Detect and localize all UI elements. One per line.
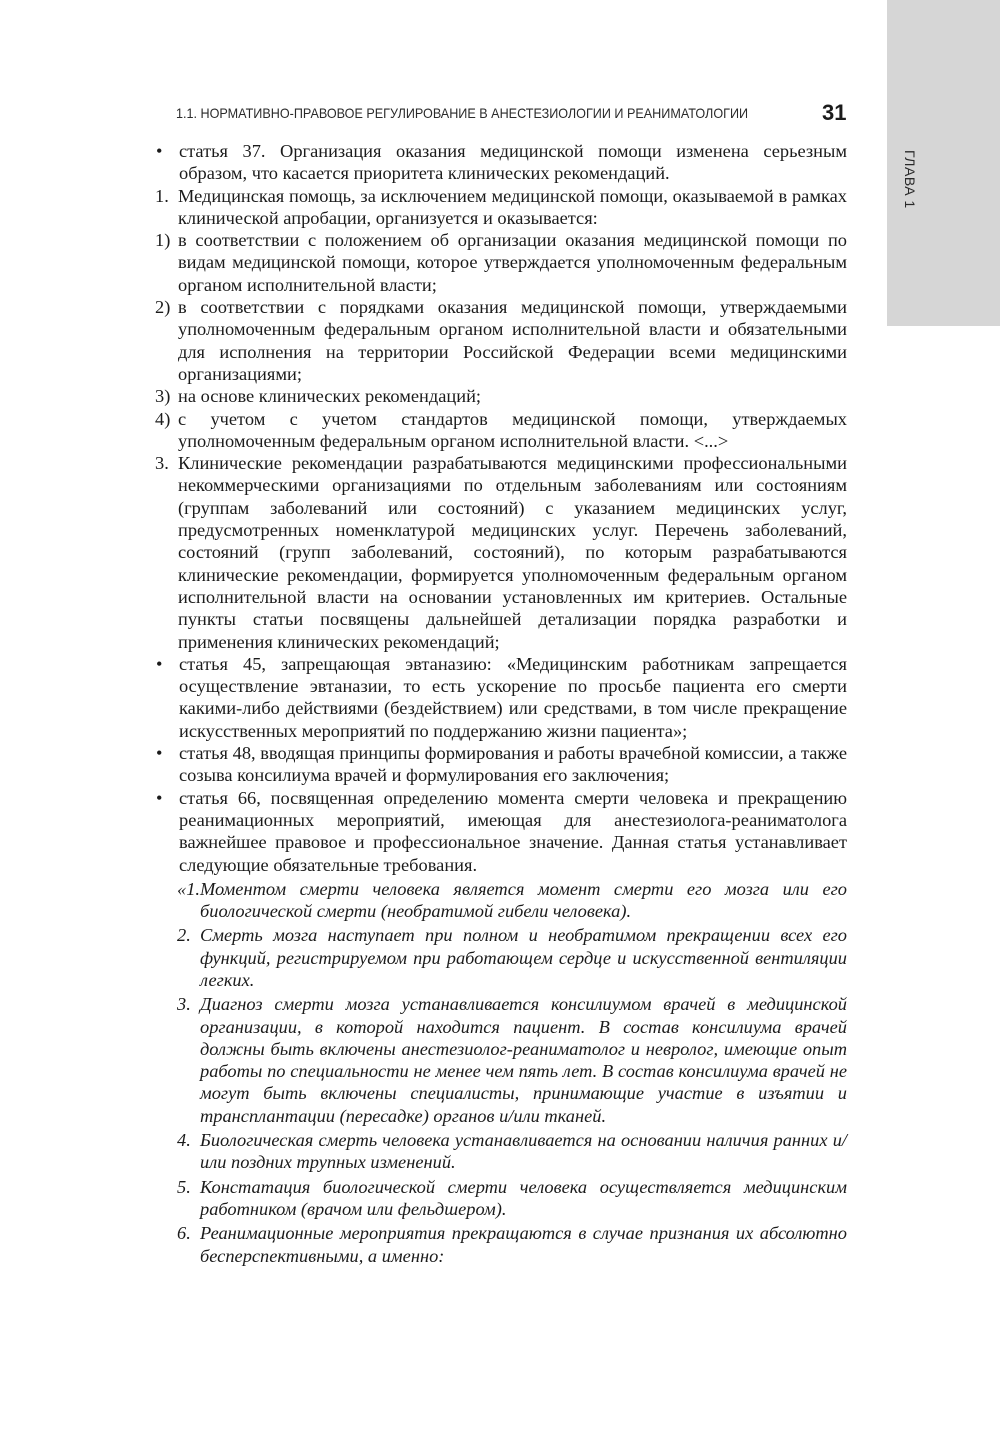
bullet-article-45 [155, 653, 847, 742]
quote-number: 4. [177, 1130, 191, 1151]
item-number: 1) [155, 230, 171, 251]
quote-text: Диагноз смерти мозга устанавливается консилиумом врачей в медицинской организации, в которой находится пациент. В состав консилиума врачей должны быть включены анестезиолог-реаниматолог и невролог, имеющие опыт работы по специальности не менее чем пять лет. В состав консилиума врачей не могут быть включены специалисты, принимающие участие в изъятии и трансплантации (пересадке) органов и/или тканей. [200, 994, 847, 1126]
item-text: в соответствии с порядками оказания медицинской помощи, утверждаемыми уполномоченным федеральным органом исполнительной власти и обязательными для исполнения на территории Российской Федерации всеми медицинскими организациями; [178, 297, 847, 384]
item-text: с учетом с учетом стандартов медицинской помощи, утверждаемых уполномоченным федеральным органом исполнительной власти. <...> [178, 408, 847, 451]
page-body [155, 140, 847, 1267]
item-text: Медицинская помощь, за исключением медицинской помощи, оказываемой в рамках клинической апробации, организуется и оказывается: [178, 185, 847, 228]
bullet-mark: • [156, 787, 163, 808]
item-number: 2) [155, 297, 171, 318]
law-quote-item-6 [177, 1222, 847, 1267]
item-number: 3) [155, 386, 171, 407]
bullet-text: статья 45, запрещающая эвтаназию: «Медицинским работникам запрещается осуществление эвтаназии, то есть ускорение по просьбе пациента его смерти какими-либо действиями (бездействием) или средствами, в том числе прекращение искусственных мероприятий по поддержанию жизни пациента»; [179, 653, 847, 741]
chapter-tab-label: ГЛАВА 1 [902, 150, 918, 209]
quote-text: Смерть мозга наступает при полном и необратимом прекращении всех его функций, регистрируемом при работающем сердце и искусственной вентиляции легких. [200, 925, 847, 990]
bullet-text: статья 66, посвященная определению момента смерти человека и прекращению реанимационных мероприятий, имеющая для анестезиолога-реаниматолога важнейшее правовое и профессиональное значение. Данная статья устанавливает следующие обязательные требования. [179, 787, 847, 875]
quote-text: Констатация биологической смерти человека осуществляется медицинским работником (врачом или фельдшером). [200, 1176, 847, 1219]
subitem-4 [155, 408, 847, 453]
law-quote [177, 878, 847, 1267]
bullet-mark: • [156, 653, 163, 674]
quote-number: «1. [177, 878, 200, 899]
quote-text: Биологическая смерть человека устанавливается на основании наличия ранних и/или поздних трупных изменений. [200, 1130, 847, 1173]
item-text: в соответствии с положением об организации оказания медицинской помощи по видам медицинской помощи, которое утверждается уполномоченным федеральным органом исполнительной власти; [178, 230, 847, 295]
quote-text: Реанимационные мероприятия прекращаются в случае признания их абсолютно бесперспективными, а именно: [200, 1223, 847, 1266]
bullet-article-37 [155, 140, 847, 185]
page-number: 31 [822, 100, 847, 125]
subitem-2 [155, 296, 847, 385]
law-quote-item-2 [177, 924, 847, 991]
running-head: 1.1. НОРМАТИВНО-ПРАВОВОЕ РЕГУЛИРОВАНИЕ В АНЕСТЕЗИОЛОГИИ И РЕАНИМАТОЛОГИИ [176, 105, 749, 121]
subitem-3 [155, 385, 847, 407]
quote-number: 3. [177, 994, 191, 1015]
item-number: 1. [155, 185, 169, 206]
numbered-item-3 [155, 452, 847, 653]
bullet-mark: • [156, 141, 163, 161]
item-number: 3. [155, 453, 169, 474]
item-text: на основе клинических рекомендаций; [178, 386, 482, 407]
item-number: 4) [155, 408, 171, 429]
bullet-text: статья 37. Организация оказания медицинской помощи изменена серьезным образом, что касается приоритета клинических рекомендаций. [179, 141, 847, 184]
bullet-article-48 [155, 742, 847, 787]
quote-text: Моментом смерти человека является момент смерти его мозга или его биологической смерти (необратимой гибели человека). [200, 878, 847, 922]
law-quote-item-1 [177, 878, 847, 923]
law-quote-item-3 [177, 993, 847, 1127]
law-quote-item-4 [177, 1129, 847, 1174]
bullet-mark: • [156, 743, 163, 764]
quote-number: 5. [177, 1176, 191, 1197]
subitem-1 [155, 229, 847, 296]
bullet-article-66 [155, 787, 847, 876]
quote-number: 2. [177, 925, 191, 946]
law-quote-item-5 [177, 1176, 847, 1221]
item-text: Клинические рекомендации разрабатываются медицинскими профессиональными некоммерческими организациями по отдельным заболеваниям или состояниям (группам заболеваний или состояний) с указанием медицинских услуг, предусмотренных номенклатурой медицинских услуг. Перечень заболеваний, состояний (групп заболеваний, состояний), по которым разрабатываются клинические рекомендации, формируется уполномоченным федеральным органом исполнительной власти на основании установленных им критериев. Остальные пункты статьи посвящены дальнейшей детализации порядка разработки и применения клинических рекомендаций; [178, 453, 847, 652]
numbered-item-1 [155, 185, 847, 230]
quote-number: 6. [177, 1223, 191, 1244]
bullet-text: статья 48, вводящая принципы формирования и работы врачебной комиссии, а также созыва консилиума врачей и формулирования его заключения; [179, 743, 847, 786]
